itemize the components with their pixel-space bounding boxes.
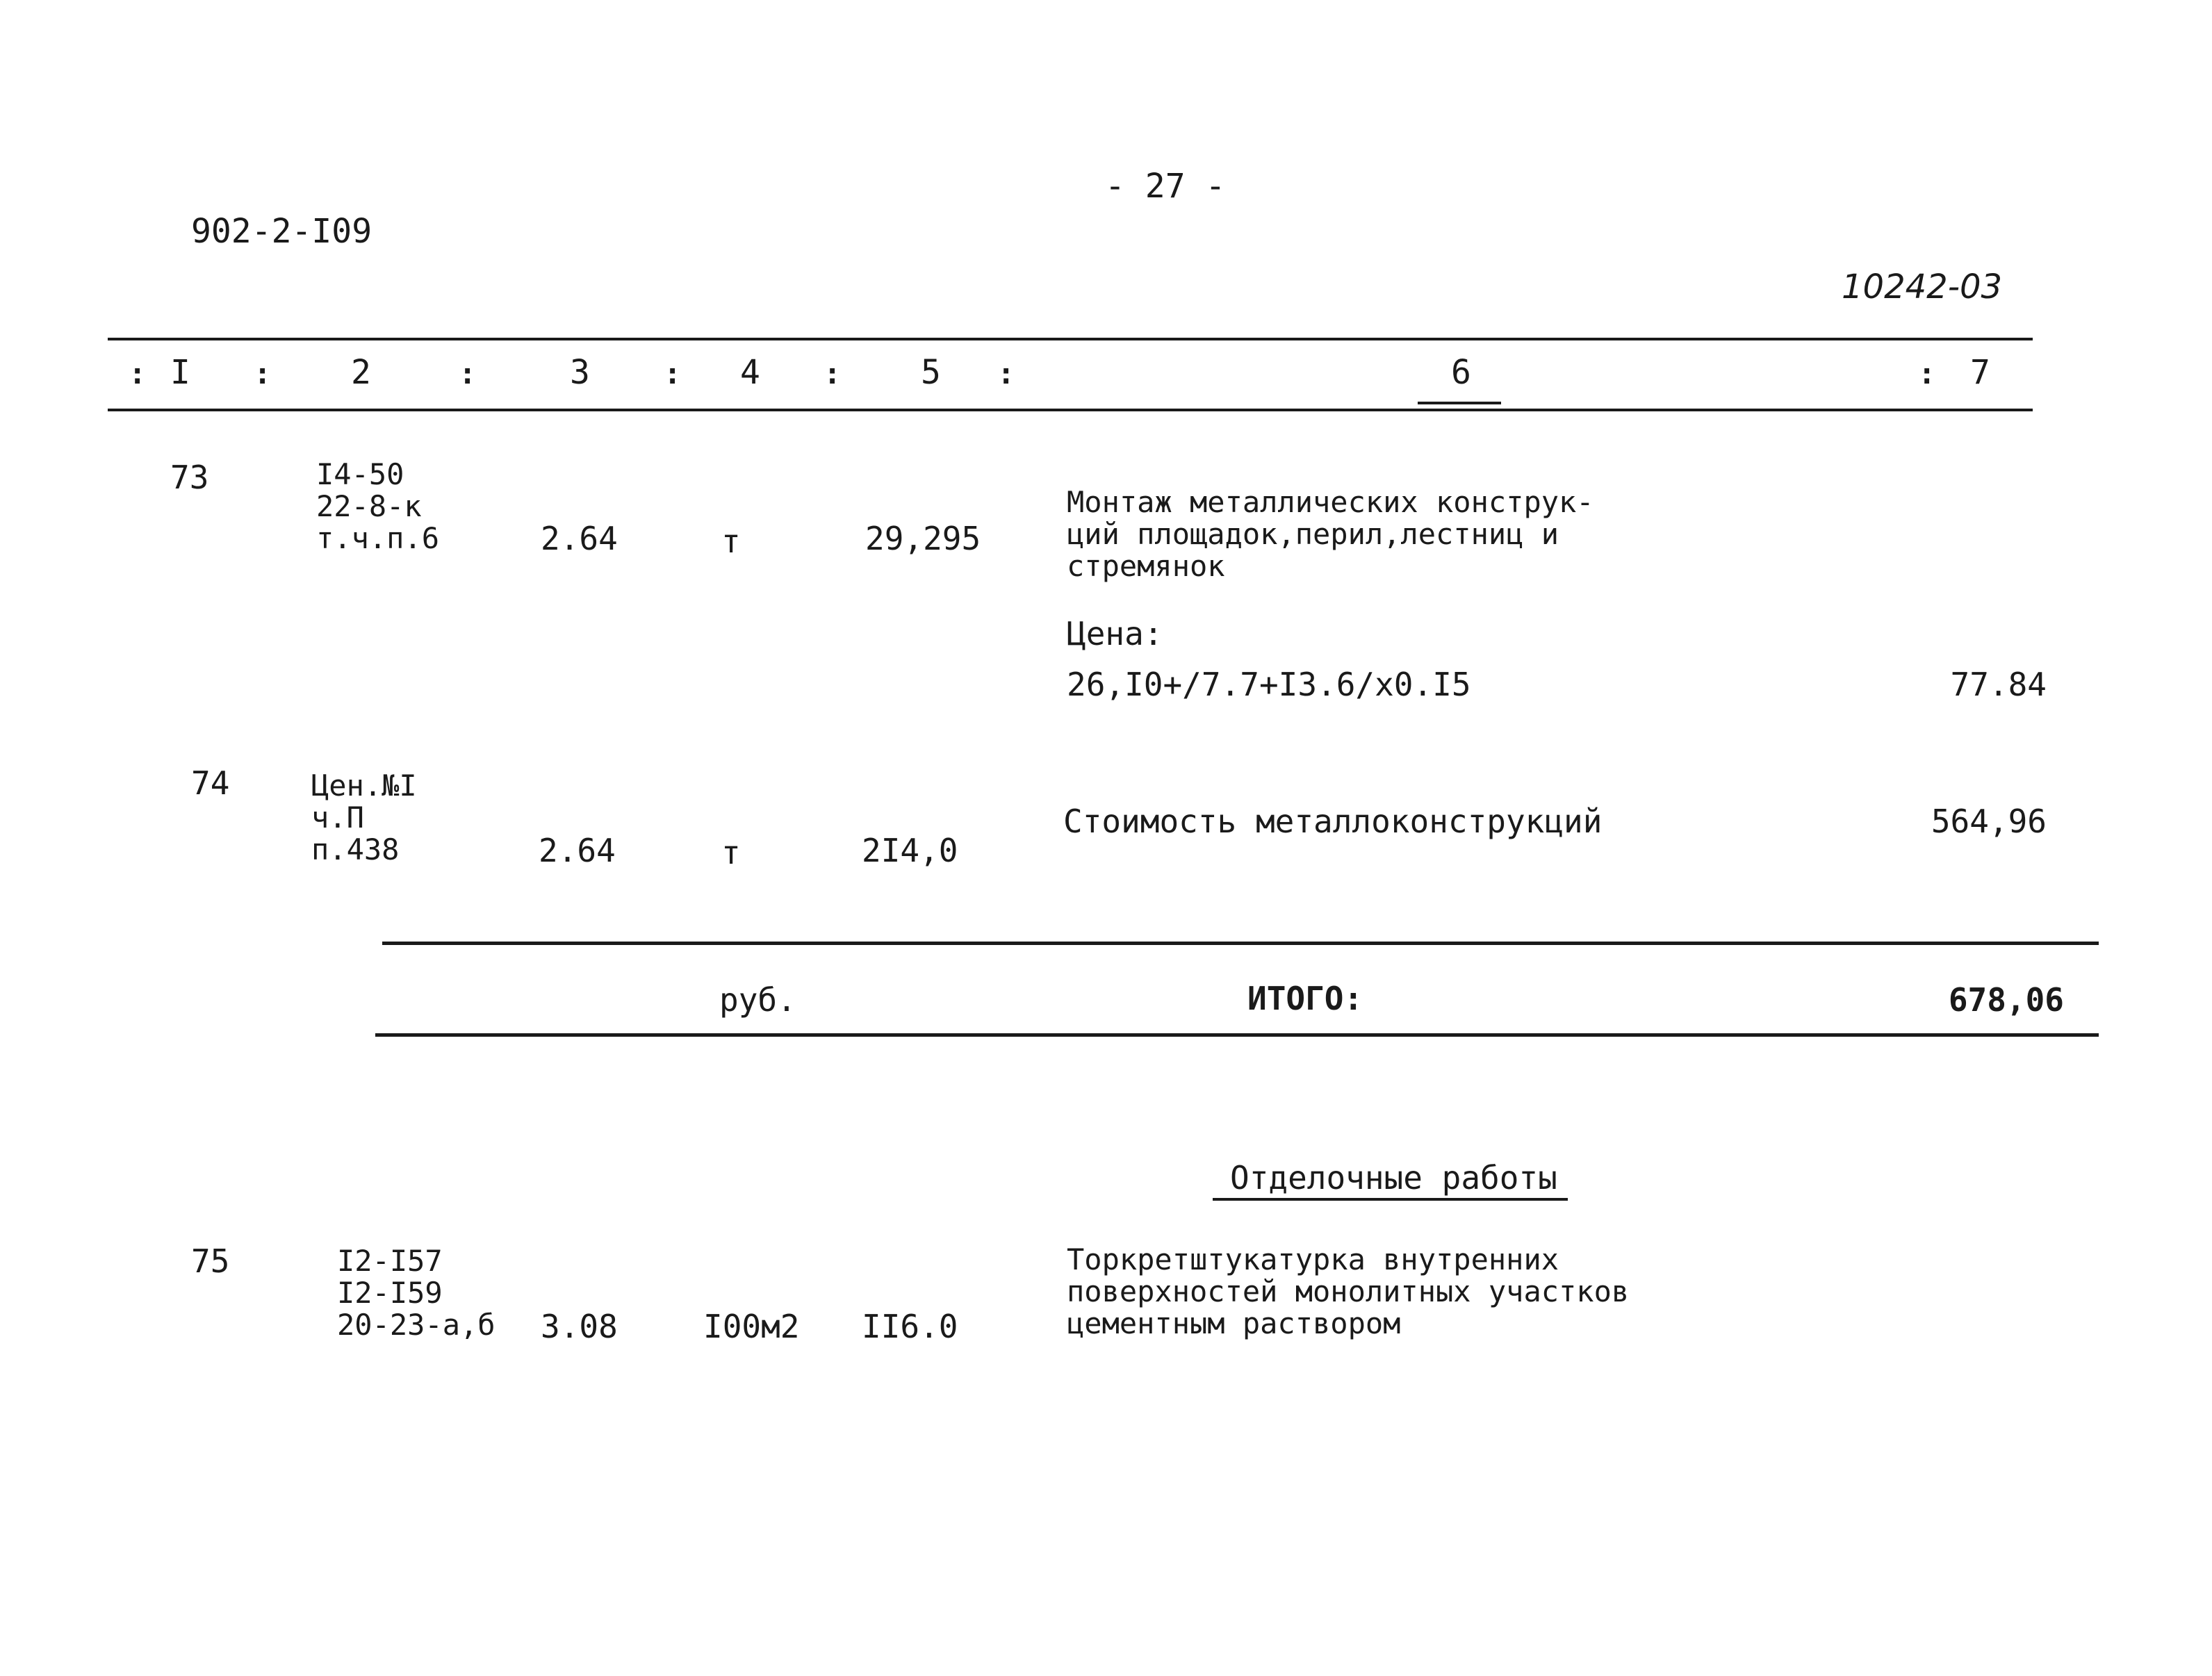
row-74-number: 74 — [191, 764, 230, 802]
row-75-description — [1067, 1244, 1629, 1340]
row-75-quantity: 3.08 — [541, 1308, 618, 1345]
row-75-reference-line: I2-I57 — [337, 1244, 443, 1278]
column-header-5: 5 — [921, 353, 941, 392]
section-title: Отделочные работы — [1213, 1159, 1568, 1201]
row-73-description — [1067, 486, 1594, 582]
row-75-reference — [337, 1245, 495, 1341]
row-73-description-line: ций площадок,перил,лестниц и — [1067, 517, 1559, 551]
column-separator: : — [1918, 356, 1936, 391]
column-separator: : — [459, 356, 477, 391]
row-73-description-line: стремянок — [1067, 549, 1225, 583]
subtotal-value: 678,06 — [1948, 981, 2064, 1019]
subtotal-top-rule — [382, 942, 2099, 945]
column-separator: : — [824, 356, 842, 391]
page-number: - 27 - — [1105, 167, 1226, 206]
row-75-reference-line: 20-23-а,б — [337, 1308, 495, 1342]
column-header-7: 7 — [1970, 353, 1990, 392]
row-73-price-label: Цена: — [1067, 615, 1163, 652]
row-75-description-line: поверхностей монолитных участков — [1067, 1274, 1630, 1308]
row-74-reference-line: Цен.№I — [311, 769, 417, 803]
column-header-6: 6 — [1451, 353, 1471, 392]
column-6-underline — [1418, 402, 1501, 404]
row-73-price: 29,295 — [865, 520, 981, 557]
row-74-price: 2I4,0 — [862, 832, 958, 869]
column-header-1: I — [170, 353, 190, 392]
column-separator: : — [129, 356, 147, 391]
row-73-reference-line: I4-50 — [316, 457, 404, 491]
column-separator: : — [254, 356, 272, 391]
column-header-4: 4 — [740, 353, 760, 392]
row-73-number: 73 — [170, 459, 209, 496]
row-75-price: II6.0 — [862, 1308, 958, 1345]
row-75-description-line: Торкретштукатурка внутренних — [1067, 1242, 1559, 1276]
row-74-reference-line: ч.П — [311, 800, 364, 835]
subtotal-unit: руб. — [719, 981, 796, 1019]
column-header-3: 3 — [570, 353, 590, 392]
handwritten-code: 10242-03 — [1842, 268, 2003, 306]
document-code: 902-2-I09 — [191, 212, 372, 251]
header-top-rule — [108, 338, 2033, 340]
row-73-reference-line: т.ч.п.6 — [316, 521, 440, 555]
column-separator: : — [997, 356, 1015, 391]
row-73-quantity: 2.64 — [541, 520, 618, 557]
row-74-reference-line: п.438 — [311, 832, 400, 866]
column-header-2: 2 — [351, 353, 371, 392]
row-75-description-line: цементным раствором — [1067, 1306, 1401, 1340]
row-74-total: 564,96 — [1931, 803, 2047, 840]
row-74-unit: т — [721, 834, 741, 871]
column-separator: : — [664, 356, 682, 391]
row-75-number: 75 — [191, 1242, 230, 1280]
row-75-reference-line: I2-I59 — [337, 1276, 443, 1310]
row-73-description-line: Монтаж металлических конструк- — [1067, 485, 1594, 519]
row-74-quantity: 2.64 — [539, 832, 616, 869]
subtotal-label: ИТОГО: — [1247, 980, 1363, 1017]
row-74-description: Стоимость металлоконструкций — [1063, 803, 1603, 840]
row-73-price-formula: 26,I0+/7.7+I3.6/x0.I5 — [1067, 666, 1471, 703]
subtotal-bottom-rule — [375, 1033, 2099, 1037]
row-73-total: 77.84 — [1950, 666, 2047, 703]
row-73-unit: т — [721, 523, 741, 560]
header-bottom-rule — [108, 409, 2033, 411]
row-74-reference — [311, 770, 417, 866]
row-73-reference-line: 22-8-к — [316, 489, 422, 523]
row-73-reference — [316, 459, 439, 554]
row-75-unit: I00м2 — [703, 1308, 800, 1345]
